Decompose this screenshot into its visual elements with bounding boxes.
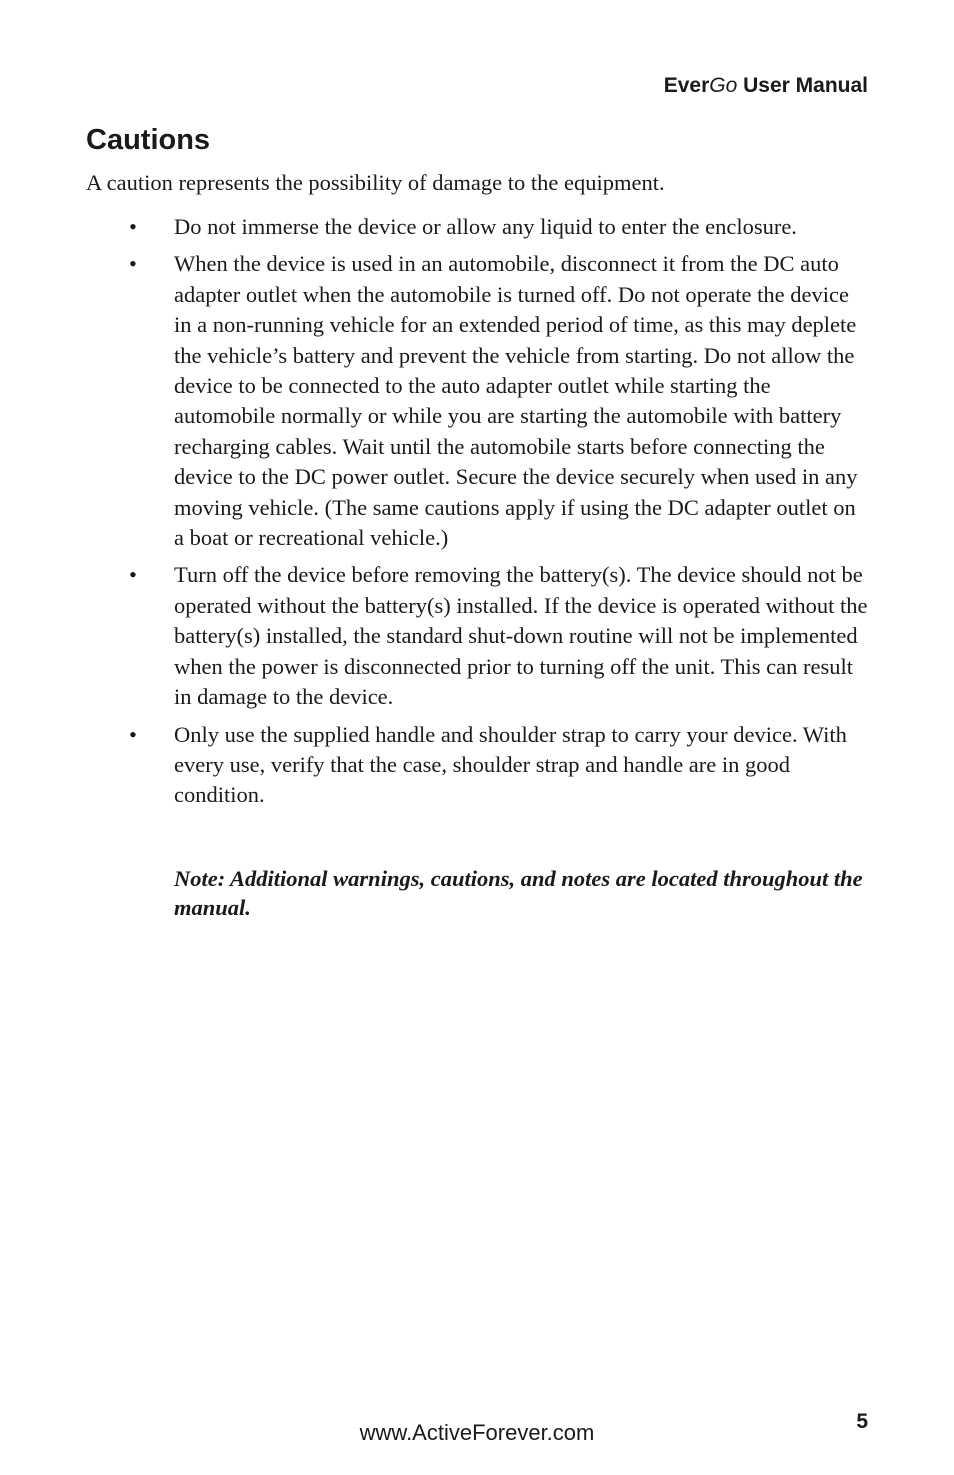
- brand-ever: Ever: [663, 74, 710, 97]
- caution-text: Do not immerse the device or allow any liquid to enter the enclosure.: [174, 214, 797, 239]
- section-intro: A caution represents the possibility of damage to the equipment.: [86, 170, 665, 195]
- caution-item: [0, 212, 870, 242]
- running-header: [664, 74, 868, 98]
- caution-text: Only use the supplied handle and shoulder strap to carry your device. With every use, verify that the case, shoulder strap and handle are in good condition.: [174, 721, 847, 808]
- caution-item: [0, 560, 870, 712]
- caution-text: When the device is used in an automobile, disconnect it from the DC auto adapter outlet when the automobile is turned off. Do not operate the device in a non-running vehicle for an extended period of time, as this may deplete the vehicle’s battery and prevent the vehicle from starting. Do not allow the device to be connected to the auto adapter outlet while starting the automobile normally or while you are starting the automobile with battery recharging cables. Wait until the automobile starts before connecting the device to the DC power outlet. Secure the device securely when used in any moving vehicle. (The same cautions apply if using the DC adapter outlet on a boat or recreational vehicle.): [174, 251, 858, 551]
- caution-item: [0, 249, 870, 553]
- section-title: Cautions: [86, 124, 211, 156]
- caution-text: Turn off the device before removing the battery(s). The device should not be operated without the battery(s) installed. If the device is operated without the battery(s) installed, the standard shut-down routine will not be implemented when the power is disconnected prior to turning off the unit. This can result in damage to the device.: [174, 562, 868, 710]
- caution-list: [0, 212, 954, 818]
- footer-url: www.ActiveForever.com: [359, 1420, 595, 1445]
- manual-label: User Manual: [737, 74, 868, 97]
- brand-go: Go: [709, 74, 738, 97]
- bullet-icon: •: [129, 721, 137, 747]
- bullet-icon: •: [129, 214, 137, 239]
- note-text: Note: Additional warnings, cautions, and notes are located throughout the manual.: [174, 866, 863, 920]
- caution-item: [0, 720, 870, 811]
- page-number: 5: [856, 1410, 868, 1433]
- bullet-icon: •: [129, 562, 137, 588]
- bullet-icon: •: [129, 251, 137, 277]
